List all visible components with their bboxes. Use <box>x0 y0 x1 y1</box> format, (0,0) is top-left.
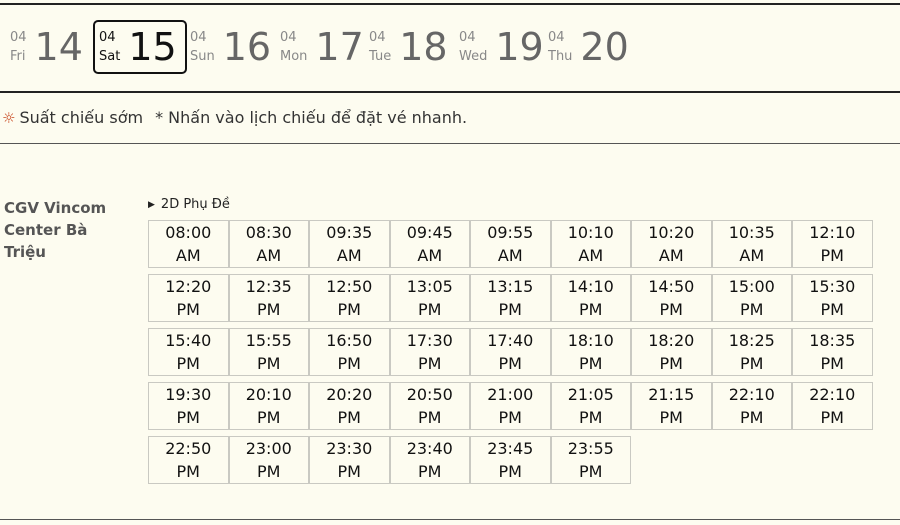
sun-icon: ☼ <box>2 108 16 127</box>
showtime-period: PM <box>176 354 200 373</box>
showtime-period: AM <box>578 246 604 265</box>
showtime-period: PM <box>579 462 603 481</box>
showtime-time: 15:40 <box>165 331 212 350</box>
showtime-time: 21:00 <box>487 385 534 404</box>
date-month: 04 <box>190 30 207 45</box>
showtime-slot[interactable] <box>229 436 310 484</box>
showtime-period: PM <box>498 354 522 373</box>
showtime-period: AM <box>417 246 443 265</box>
showtime-time: 14:10 <box>567 277 614 296</box>
showtime-slot[interactable] <box>148 274 229 322</box>
showtime-time: 15:55 <box>245 331 292 350</box>
showtime-time: 18:10 <box>567 331 614 350</box>
showtime-period: AM <box>256 246 282 265</box>
showtime-period: PM <box>337 462 361 481</box>
showtime-slot[interactable] <box>551 382 632 430</box>
showtime-slot[interactable] <box>712 220 793 268</box>
showtime-time: 18:20 <box>648 331 695 350</box>
showtime-time: 20:10 <box>245 385 292 404</box>
showtime-notice <box>2 108 467 127</box>
showtime-period: AM <box>336 246 362 265</box>
showtime-period: PM <box>820 246 844 265</box>
showtime-period: PM <box>176 408 200 427</box>
showtime-time: 18:25 <box>728 331 775 350</box>
showtime-time: 09:55 <box>487 223 534 242</box>
date-day: 20 <box>580 25 629 69</box>
showtime-slot[interactable] <box>712 382 793 430</box>
showtime-time: 12:10 <box>809 223 856 242</box>
showtime-period: PM <box>820 354 844 373</box>
showtime-time: 22:50 <box>165 439 212 458</box>
showtime-slot[interactable] <box>390 220 471 268</box>
showtime-slot[interactable] <box>712 274 793 322</box>
date-day: 14 <box>34 25 83 69</box>
showtime-slot[interactable] <box>792 328 873 376</box>
showtime-period: PM <box>176 462 200 481</box>
showtime-slot[interactable] <box>470 382 551 430</box>
showtime-period: PM <box>337 354 361 373</box>
showtime-period: AM <box>739 246 765 265</box>
date-month: 04 <box>280 30 297 45</box>
showtime-period: PM <box>820 300 844 319</box>
showtime-grid <box>148 220 873 484</box>
date-meta <box>99 28 120 66</box>
showtime-slot[interactable] <box>792 220 873 268</box>
showtime-period: PM <box>498 462 522 481</box>
date-tab[interactable] <box>190 20 271 74</box>
showtime-slot[interactable] <box>470 328 551 376</box>
date-meta <box>459 28 487 66</box>
showtime-slot[interactable] <box>148 220 229 268</box>
date-selector <box>0 8 900 88</box>
showtime-slot[interactable] <box>390 328 471 376</box>
top-divider <box>0 3 900 5</box>
showtime-slot[interactable] <box>551 220 632 268</box>
showtime-slot[interactable] <box>390 382 471 430</box>
showtime-slot[interactable] <box>631 274 712 322</box>
date-weekday: Sat <box>99 49 121 64</box>
notice-divider <box>0 143 900 144</box>
showtime-period: AM <box>497 246 523 265</box>
showtime-time: 17:40 <box>487 331 534 350</box>
showtime-time: 19:30 <box>165 385 212 404</box>
showtime-slot[interactable] <box>470 274 551 322</box>
showtime-time: 10:35 <box>728 223 775 242</box>
showtime-period: PM <box>659 354 683 373</box>
showtime-slot[interactable] <box>470 436 551 484</box>
showtime-period: PM <box>337 300 361 319</box>
date-meta <box>10 28 27 66</box>
date-meta <box>280 28 307 66</box>
showtime-period: PM <box>418 300 442 319</box>
showtime-slot[interactable] <box>309 274 390 322</box>
showtime-time: 12:20 <box>165 277 212 296</box>
showtime-period: AM <box>658 246 684 265</box>
showtime-time: 22:10 <box>809 385 856 404</box>
showtime-period: PM <box>659 300 683 319</box>
showtime-time: 18:35 <box>809 331 856 350</box>
showtime-time: 09:45 <box>406 223 453 242</box>
showtime-time: 10:10 <box>567 223 614 242</box>
showtime-time: 23:55 <box>567 439 614 458</box>
date-meta <box>369 28 391 66</box>
date-tab[interactable] <box>10 20 83 74</box>
showtime-time: 21:15 <box>648 385 695 404</box>
date-month: 04 <box>10 30 27 45</box>
showtime-time: 23:40 <box>406 439 453 458</box>
showtime-time: 20:20 <box>326 385 373 404</box>
showtime-slot[interactable] <box>229 274 310 322</box>
showtime-slot[interactable] <box>229 328 310 376</box>
showtime-time: 20:50 <box>406 385 453 404</box>
showtime-time: 21:05 <box>567 385 614 404</box>
showtime-slot[interactable] <box>309 382 390 430</box>
date-weekday: Wed <box>459 49 488 64</box>
showtime-period: PM <box>257 300 281 319</box>
showtime-slot[interactable] <box>309 220 390 268</box>
showtime-slot[interactable] <box>792 382 873 430</box>
showtime-period: PM <box>176 300 200 319</box>
showtime-time: 15:30 <box>809 277 856 296</box>
showtime-slot[interactable] <box>148 382 229 430</box>
showtime-time: 14:50 <box>648 277 695 296</box>
showtime-period: PM <box>337 408 361 427</box>
showtime-time: 08:30 <box>245 223 292 242</box>
showtime-period: PM <box>740 300 764 319</box>
showtime-slot[interactable] <box>631 382 712 430</box>
date-month: 04 <box>369 30 386 45</box>
showtime-time: 22:10 <box>728 385 775 404</box>
format-label <box>148 197 230 212</box>
showtime-time: 12:50 <box>326 277 373 296</box>
date-day: 19 <box>495 25 544 69</box>
showtime-period: PM <box>740 354 764 373</box>
showtime-period: PM <box>579 300 603 319</box>
showtime-slot[interactable] <box>148 436 229 484</box>
showtime-slot[interactable] <box>148 328 229 376</box>
showtime-slot[interactable] <box>551 274 632 322</box>
showtime-period: PM <box>418 408 442 427</box>
showtime-time: 23:00 <box>245 439 292 458</box>
showtime-slot[interactable] <box>792 274 873 322</box>
showtime-slot[interactable] <box>712 328 793 376</box>
showtime-slot[interactable] <box>229 220 310 268</box>
showtime-slot[interactable] <box>470 220 551 268</box>
date-weekday: Sun <box>190 49 215 64</box>
showtime-period: PM <box>257 462 281 481</box>
showtime-slot[interactable] <box>631 220 712 268</box>
triangle-right-icon: ▶ <box>148 200 155 210</box>
showtime-period: PM <box>579 408 603 427</box>
showtime-slot[interactable] <box>390 274 471 322</box>
showtime-time: 13:05 <box>406 277 453 296</box>
date-month: 04 <box>459 30 476 45</box>
showtime-time: 13:15 <box>487 277 534 296</box>
showtime-period: PM <box>418 354 442 373</box>
bottom-divider <box>0 519 900 520</box>
showtime-slot[interactable] <box>631 328 712 376</box>
date-meta <box>548 28 572 66</box>
date-divider <box>0 91 900 93</box>
date-month: 04 <box>548 30 565 45</box>
date-tab[interactable] <box>280 20 364 74</box>
showtime-time: 16:50 <box>326 331 373 350</box>
showtime-time: 12:35 <box>245 277 292 296</box>
date-day: 18 <box>399 25 448 69</box>
showtime-period: PM <box>257 408 281 427</box>
showtime-period: PM <box>418 462 442 481</box>
showtime-period: PM <box>498 408 522 427</box>
date-day: 17 <box>315 25 364 69</box>
showtime-period: PM <box>820 408 844 427</box>
showtime-slot[interactable] <box>551 328 632 376</box>
showtime-slot[interactable] <box>390 436 471 484</box>
showtime-time: 17:30 <box>406 331 453 350</box>
showtime-time: 09:35 <box>326 223 373 242</box>
showtime-time: 23:30 <box>326 439 373 458</box>
showtime-period: PM <box>498 300 522 319</box>
date-weekday: Tue <box>369 49 392 64</box>
date-day: 15 <box>128 25 177 69</box>
date-tab[interactable] <box>459 20 544 74</box>
date-month: 04 <box>99 30 116 45</box>
showtime-slot[interactable] <box>309 328 390 376</box>
showtime-time: 15:00 <box>728 277 775 296</box>
date-day: 16 <box>222 25 272 69</box>
date-weekday: Mon <box>280 49 308 64</box>
cinema-name: CGV Vincom Center Bà Triệu <box>4 199 107 261</box>
date-weekday: Fri <box>10 49 26 64</box>
date-tab-selected[interactable] <box>93 20 187 74</box>
showtime-slot[interactable] <box>551 436 632 484</box>
date-tab[interactable] <box>548 20 629 74</box>
showtime-period: PM <box>257 354 281 373</box>
showtime-time: 10:20 <box>648 223 695 242</box>
booking-hint: * Nhấn vào lịch chiếu để đặt vé nhanh. <box>155 108 468 127</box>
showtime-slot[interactable] <box>309 436 390 484</box>
date-meta <box>190 28 215 66</box>
date-tab[interactable] <box>369 20 448 74</box>
date-weekday: Thu <box>548 49 573 64</box>
showtime-time: 08:00 <box>165 223 212 242</box>
showtime-period: PM <box>659 408 683 427</box>
showtime-period: PM <box>740 408 764 427</box>
showtime-period: PM <box>579 354 603 373</box>
showtime-period: AM <box>175 246 201 265</box>
format-text: 2D Phụ Đề <box>160 197 230 212</box>
early-show-label: Suất chiếu sớm <box>19 108 144 127</box>
showtime-time: 23:45 <box>487 439 534 458</box>
showtime-slot[interactable] <box>229 382 310 430</box>
